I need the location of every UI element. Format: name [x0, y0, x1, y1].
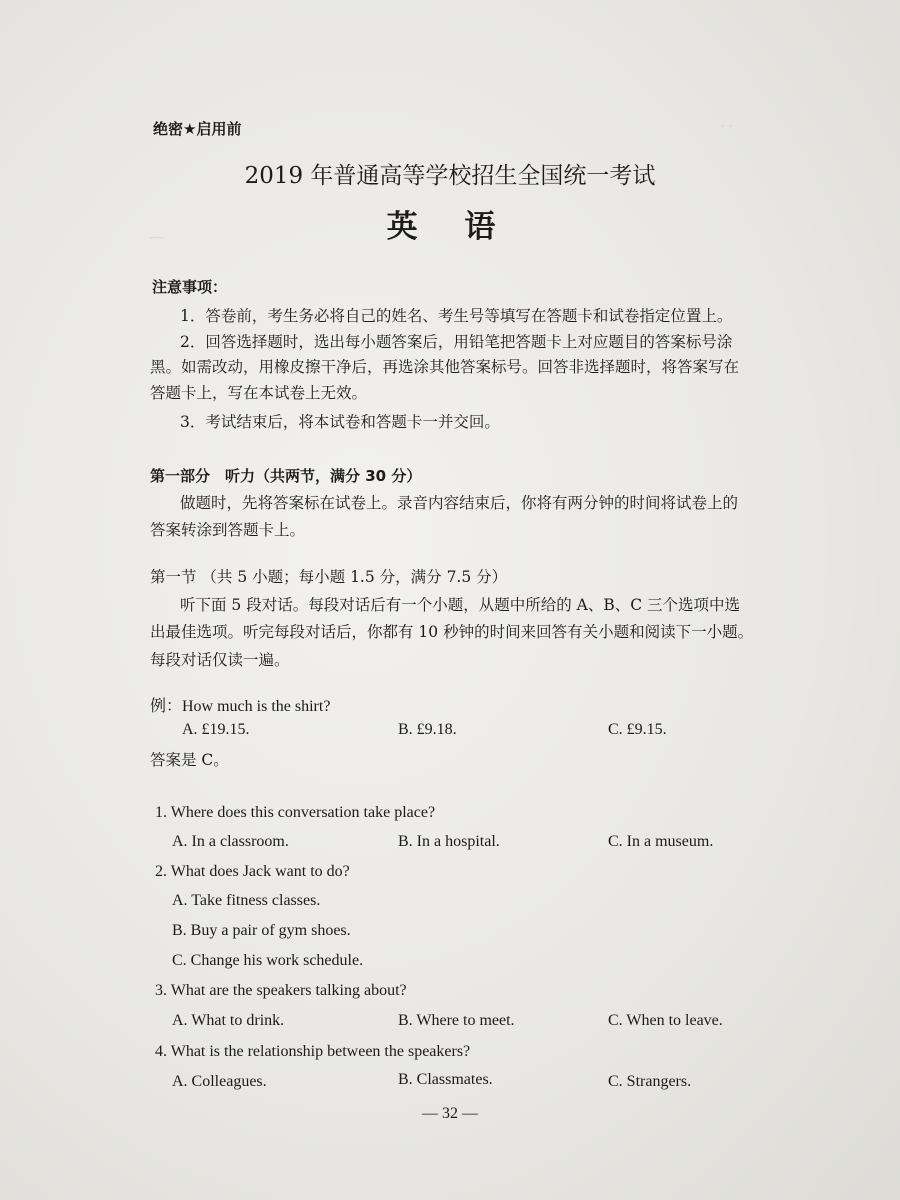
- question-4-option-c: C. Strangers.: [608, 1073, 692, 1090]
- question-3-option-c: C. When to leave.: [608, 1012, 723, 1029]
- question-4-option-a: A. Colleagues.: [172, 1073, 267, 1090]
- page-number: — 32 —: [422, 1105, 478, 1122]
- part1-heading: 第一部分 听力（共两节，满分 30 分）: [150, 467, 422, 485]
- subject-title: 英 语: [386, 209, 514, 245]
- question-1: 1. Where does this conversation take place?: [155, 804, 436, 821]
- example-option-b: B. £9.18.: [398, 721, 457, 738]
- question-2-option-c: C. Change his work schedule.: [172, 952, 364, 969]
- example-option-a: A. £19.15.: [182, 721, 250, 738]
- part1-intro-line-2: 答案转涂到答题卡上。: [150, 521, 306, 539]
- question-2: 2. What does Jack want to do?: [155, 863, 350, 880]
- question-2-option-b: B. Buy a pair of gym shoes.: [172, 922, 351, 939]
- notice-item-2-line-3: 答题卡上，写在本试卷上无效。: [150, 384, 368, 402]
- notice-item-2-line-1: 2．回答选择题时，选出每小题答案后，用铅笔把答题卡上对应题目的答案标号涂: [180, 333, 733, 351]
- exam-title: 2019 年普通高等学校招生全国统一考试: [244, 163, 656, 189]
- question-3-option-a: A. What to drink.: [172, 1012, 285, 1029]
- section1-heading: 第一节 （共 5 小题；每小题 1.5 分，满分 7.5 分）: [150, 568, 508, 586]
- example-answer: 答案是 C。: [150, 751, 229, 769]
- bleed-through-mark: —: [150, 230, 164, 245]
- notice-item-2-line-2: 黑。如需改动，用橡皮擦干净后，再选涂其他答案标号。回答非选择题时，将答案写在: [150, 358, 740, 376]
- question-2-option-a: A. Take fitness classes.: [172, 892, 321, 909]
- section1-intro-line-1: 听下面 5 段对话。每段对话后有一个小题，从题中所给的 A、B、C 三个选项中选: [180, 596, 741, 614]
- question-3: 3. What are the speakers talking about?: [155, 982, 407, 999]
- part1-intro-line-1: 做题时，先将答案标在试卷上。录音内容结束后，你将有两分钟的时间将试卷上的: [180, 494, 739, 512]
- notice-item-1: 1．答卷前，考生务必将自己的姓名、考生号等填写在答题卡和试卷指定位置上。: [180, 307, 733, 325]
- question-4: 4. What is the relationship between the speakers?: [155, 1043, 471, 1060]
- section1-intro-line-2: 出最佳选项。听完每段对话后，你都有 10 秒钟的时间来回答有关小题和阅读下一小题。: [150, 623, 754, 641]
- notice-item-3: 3．考试结束后，将本试卷和答题卡一并交回。: [180, 413, 500, 431]
- bleed-through-mark: · ·: [720, 120, 733, 135]
- example-question: 例：How much is the shirt?: [150, 698, 331, 715]
- question-4-option-b: B. Classmates.: [398, 1071, 493, 1088]
- question-3-option-b: B. Where to meet.: [398, 1012, 515, 1029]
- confidential-label: 绝密★启用前: [153, 120, 242, 138]
- question-1-option-b: B. In a hospital.: [398, 833, 500, 850]
- question-1-option-c: C. In a museum.: [608, 833, 714, 850]
- notice-heading: 注意事项：: [152, 278, 228, 296]
- question-1-option-a: A. In a classroom.: [172, 833, 289, 850]
- example-option-c: C. £9.15.: [608, 721, 667, 738]
- section1-intro-line-3: 每段对话仅读一遍。: [150, 651, 290, 669]
